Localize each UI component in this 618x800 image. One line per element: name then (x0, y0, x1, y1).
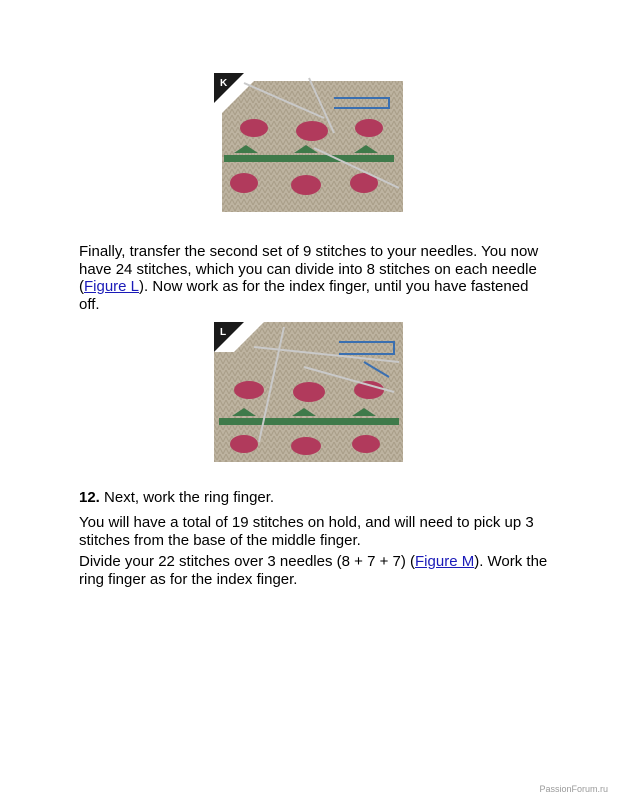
knitting-illustration-l (214, 322, 403, 462)
figure-label: L (220, 327, 227, 338)
paragraph-text: Divide your 22 stitches over 3 needles (8 + 7 + 7) ( (79, 553, 416, 570)
step-12-heading (79, 489, 549, 507)
paragraph-stitches-on-hold: You will have a total of 19 stitches on hold, and will need to pick up 3 stitches from the base of the middle finger. (79, 514, 534, 549)
paragraph-divide-stitches (79, 553, 549, 588)
knitting-illustration-k (214, 73, 403, 212)
figure-k-image (214, 73, 403, 212)
site-watermark: PassionForum.ru (539, 784, 608, 794)
step-number: 12. (79, 489, 100, 506)
figure-l-image (214, 322, 403, 462)
figure-label: K (220, 78, 228, 89)
paragraph-text: ). Work the ring finger as for the index finger. (79, 553, 548, 588)
figure-l-link[interactable]: Figure L (84, 278, 140, 295)
figure-m-link[interactable]: Figure M (415, 553, 475, 570)
paragraph-transfer-stitches (79, 243, 549, 313)
paragraph-text: Finally, transfer the second set of 9 stitches to your needles. You now have 24 stitches, which you can divide into 8 stitches on each needle ( (79, 243, 539, 295)
paragraph-text: Next, work the ring finger. (99, 489, 275, 506)
paragraph-text: ). Now work as for the index finger, until you have fastened off. (79, 278, 529, 313)
